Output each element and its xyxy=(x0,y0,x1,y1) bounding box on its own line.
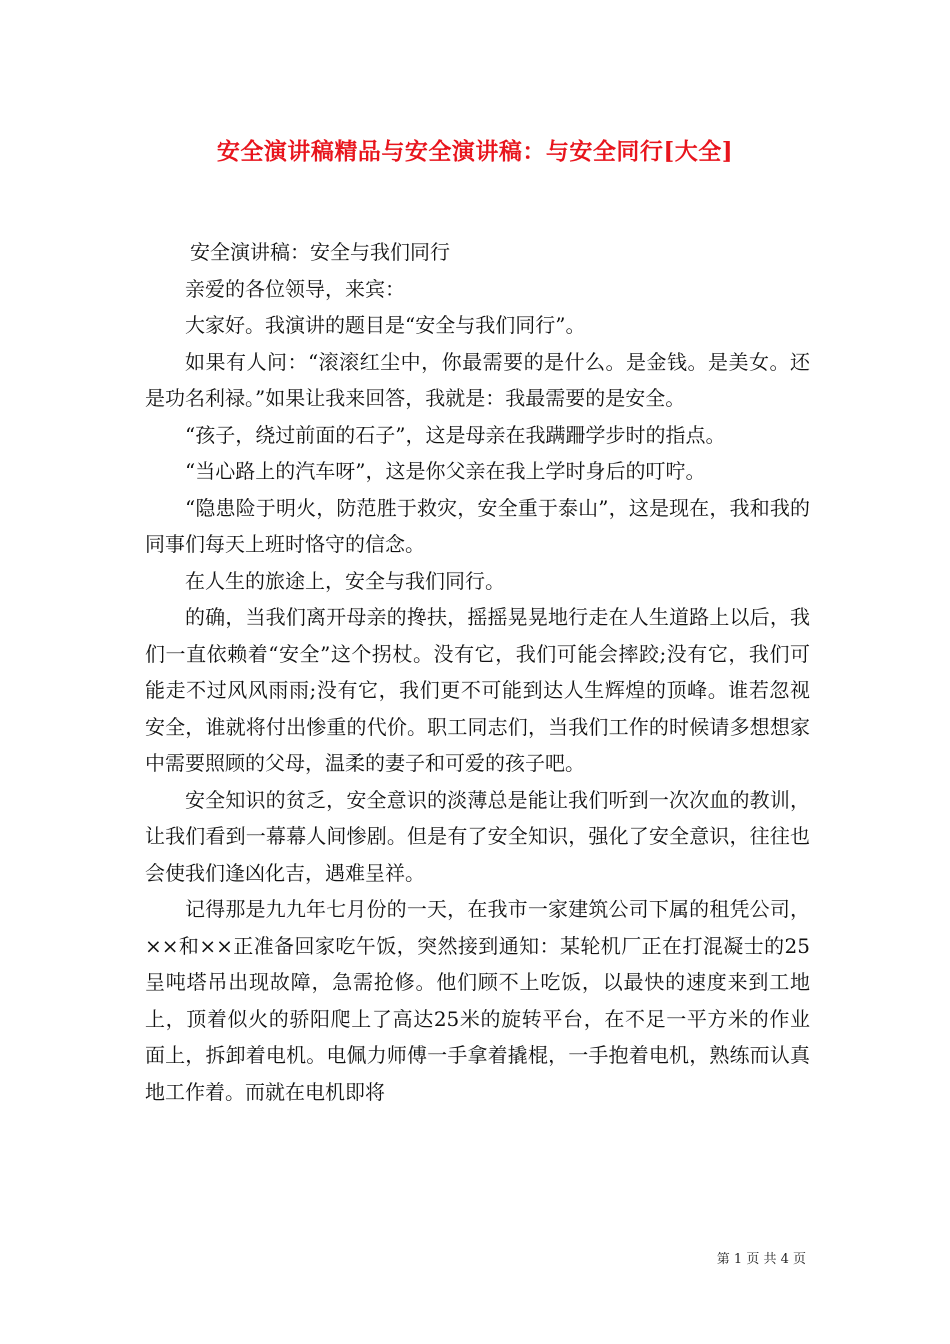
paragraph-heading: 安全演讲稿：安全与我们同行 xyxy=(190,240,450,264)
paragraph: 在人生的旅途上，安全与我们同行。 xyxy=(185,568,505,593)
paragraph: 大家好。我演讲的题目是“安全与我们同行”。 xyxy=(185,313,586,337)
paragraph: “隐患险于明火，防范胜于救灾，安全重于泰山”，这是现在，我和我的同事们每天上班时恪守的信念。 xyxy=(145,495,810,556)
document-body xyxy=(145,234,810,1110)
paragraph: “孩子，绕过前面的石子”，这是母亲在我蹒跚学步时的指点。 xyxy=(185,422,726,447)
document-title: 安全演讲稿精品与安全演讲稿：与安全同行[大全] xyxy=(216,138,734,165)
paragraph: 的确，当我们离开母亲的搀扶，摇摇晃晃地行走在人生道路上以后，我们一直依赖着“安全”这个拐杖。没有它，我们可能会摔跤;没有它，我们可能走不过风风雨雨;没有它，我们更不可能到达人生辉煌的顶峰。谁若忽视安全，谁就将付出惨重的代价。职工同志们，当我们工作的时候请多想想家中需要照顾的父母，温柔的妻子和可爱的孩子吧。 xyxy=(145,605,810,775)
paragraph-greeting: 亲爱的各位领导，来宾： xyxy=(185,276,405,301)
paragraph: “当心路上的汽车呀”，这是你父亲在我上学时身后的叮咛。 xyxy=(185,459,706,483)
paragraph: 记得那是九九年七月份的一天，在我市一家建筑公司下属的租凭公司，××和××正准备回家吃午饭，突然接到通知：某轮机厂正在打混凝士的25呈吨塔吊出现故障，急需抢修。他们顾不上吃饭，以最快的速度来到工地上，顶着似火的骄阳爬上了高达25米的旋转平台，在不足一平方米的作业面上，拆卸着电机。电佩力师傅一手拿着撬棍，一手抱着电机，熟练而认真地工作着。而就在电机即将 xyxy=(145,897,810,1104)
page-number: 第 1 页 共 4 页 xyxy=(716,1252,806,1267)
paragraph: 如果有人问：“滚滚红尘中，你最需要的是什么。是金钱。是美女。还是功名利禄。”如果让我来回答，我就是：我最需要的是安全。 xyxy=(145,349,810,410)
paragraph: 安全知识的贫乏，安全意识的淡薄总是能让我们听到一次次血的教训，让我们看到一幕幕人间惨剧。但是有了安全知识，强化了安全意识，往往也会使我们逢凶化吉，遇难呈祥。 xyxy=(145,787,810,885)
